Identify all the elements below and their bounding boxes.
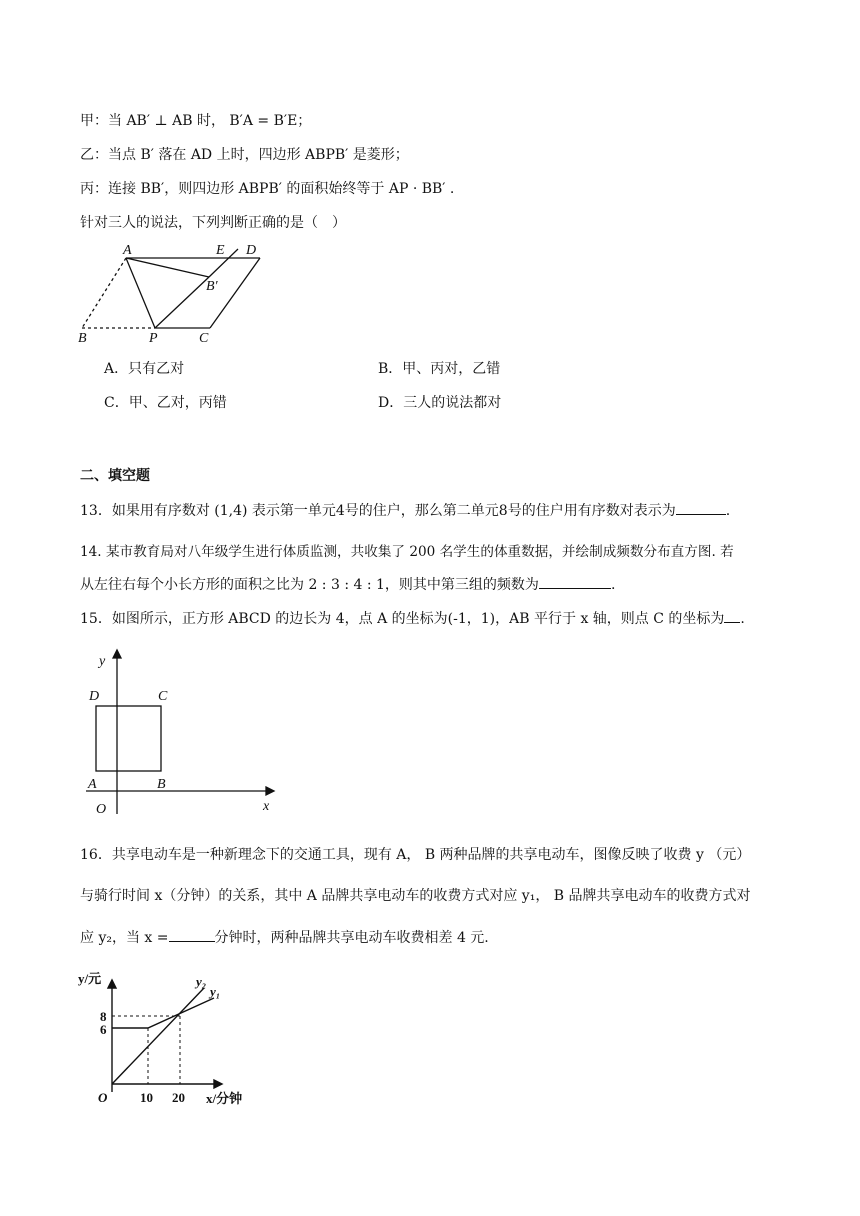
q12-option-b: B．甲、丙对，乙错 bbox=[378, 361, 501, 377]
q15-label-x: x bbox=[263, 799, 270, 814]
q15-label-b: B bbox=[157, 777, 166, 792]
q12-figure bbox=[70, 236, 280, 348]
q14-line-1: 14. 某市教育局对八年级学生进行体质监测，共收集了 200 名学生的体重数据，并绘制成频数分布直方图. 若 bbox=[80, 544, 734, 560]
q12-option-d: D．三人的说法都对 bbox=[378, 395, 502, 411]
q16-line-y1 bbox=[112, 998, 214, 1028]
q16-line-2: 与骑行时间 x（分钟）的关系，其中 A 品牌共享电动车的收费方式对应 y₁， B 品牌共享电动车的收费方式对 bbox=[80, 888, 751, 904]
q12-segment-ap bbox=[126, 258, 155, 328]
q13-line bbox=[80, 500, 730, 521]
q12-option-c: C．甲、乙对，丙错 bbox=[104, 395, 227, 411]
q15-y-axis-arrow bbox=[113, 650, 121, 658]
q15-answer-blank bbox=[724, 608, 740, 623]
q12-label-p: P bbox=[149, 331, 158, 346]
q16-line-y2 bbox=[112, 988, 204, 1084]
q15-x-axis-arrow bbox=[266, 787, 274, 795]
q16-y-axis-arrow bbox=[108, 980, 116, 988]
q14-text: 从左往右每个小长方形的面积之比为 2 : 3 : 4 : 1，则其中第三组的频数为 bbox=[80, 577, 539, 593]
q16-text-b: 分钟时，两种品牌共享电动车收费相差 4 元. bbox=[214, 930, 489, 946]
q16-line-3 bbox=[80, 927, 489, 948]
q12-label-b: B bbox=[78, 331, 87, 346]
q16-label-origin: O bbox=[98, 1090, 108, 1105]
q16-x-axis-label: x/分钟 bbox=[206, 1091, 243, 1106]
q15-label-a: A bbox=[88, 777, 97, 792]
q15-figure bbox=[80, 646, 280, 816]
q16-tick-8: 8 bbox=[100, 1009, 107, 1024]
q15-line bbox=[80, 608, 745, 629]
q12-label-d: D bbox=[246, 243, 257, 258]
q15-square-abcd bbox=[96, 706, 161, 771]
q14-line-2 bbox=[80, 574, 615, 595]
q16-figure bbox=[76, 968, 260, 1108]
q15-end: . bbox=[740, 611, 745, 627]
q12-option-a: A．只有乙对 bbox=[104, 361, 185, 377]
q12-statement-bing: 丙：连接 BB′，则四边形 ABPB′ 的面积始终等于 AP · BB′ . bbox=[80, 181, 455, 197]
q12-prompt: 针对三人的说法，下列判断正确的是（ ） bbox=[80, 215, 346, 231]
q16-label-y1: y₁ bbox=[210, 984, 221, 999]
q15-text: 15．如图所示，正方形 ABCD 的边长为 4，点 A 的坐标为(-1，1)，AB 平行于 x 轴，则点 C 的坐标为 bbox=[80, 611, 725, 627]
q15-label-y: y bbox=[99, 654, 106, 669]
q13-text: 13．如果用有序数对 (1,4) 表示第一单元4号的住户，那么第二单元8号的住户用有序数对表示为 bbox=[80, 503, 676, 519]
q15-label-d: D bbox=[89, 689, 100, 704]
q16-line-1: 16．共享电动车是一种新理念下的交通工具，现有 A， B 两种品牌的共享电动车，图像反映了收费 y （元） bbox=[80, 847, 751, 863]
q16-text-a: 应 y₂，当 x = bbox=[80, 930, 169, 946]
q14-end: . bbox=[610, 577, 616, 593]
q12-statement-yi: 乙：当点 B′ 落在 AD 上时，四边形 ABPB′ 是菱形； bbox=[80, 147, 409, 163]
q12-segment-ab-dashed bbox=[82, 258, 126, 328]
q13-end: . bbox=[725, 503, 731, 519]
q16-y-axis-label: y/元 bbox=[78, 971, 102, 986]
q16-tick-20: 20 bbox=[172, 1090, 185, 1105]
q12-label-a: A bbox=[123, 243, 132, 258]
q12-label-b-prime: B′ bbox=[206, 279, 218, 294]
q12-segment-pb-prime bbox=[155, 277, 209, 328]
q15-label-origin: O bbox=[96, 802, 107, 816]
q16-label-y2: y₂ bbox=[196, 974, 207, 989]
q15-label-c: C bbox=[158, 689, 168, 704]
q16-x-axis-arrow bbox=[214, 1080, 222, 1088]
q16-answer-blank bbox=[169, 927, 215, 942]
q16-tick-6: 6 bbox=[100, 1022, 107, 1037]
q12-segment-ab-prime bbox=[126, 258, 209, 277]
section-fill-in-title: 二、填空题 bbox=[80, 468, 150, 484]
q12-statement-jia: 甲：当 AB′ ⊥ AB 时， B′A = B′E； bbox=[80, 113, 312, 129]
q14-answer-blank bbox=[539, 574, 611, 589]
q12-label-c: C bbox=[199, 331, 209, 346]
q16-tick-10: 10 bbox=[140, 1090, 153, 1105]
q12-label-e: E bbox=[216, 243, 225, 258]
q13-answer-blank bbox=[676, 500, 726, 515]
